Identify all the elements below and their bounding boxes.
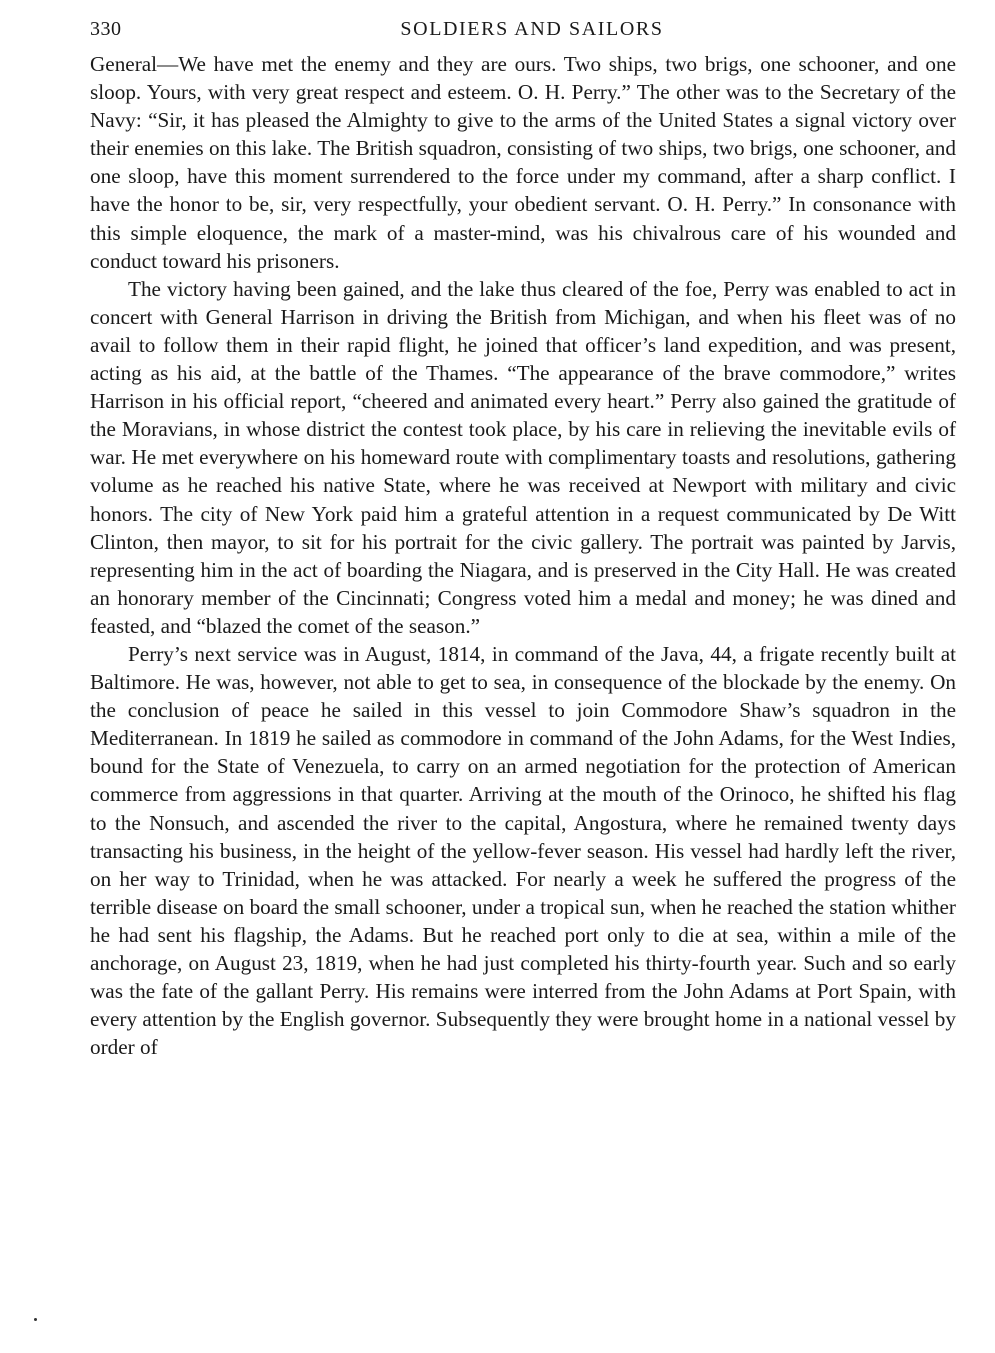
body-text xyxy=(90,50,956,1061)
paragraph-continuation: General—We have met the enemy and they are ours. Two ships, two brigs, one schooner, and one sloop. Yours, with very great respect and esteem. O. H. Perry.” The other was to the Secretary of the Navy: “Sir, it has pleased the Almighty to give to the arms of the United States a signal victory over their enemies on this lake. The British squadron, consisting of two ships, two brigs, one schooner, and one sloop, have this moment surrendered to the force under my command, after a sharp conflict. I have the honor to be, sir, very respectfully, your obedient servant. O. H. Perry.” In consonance with this simple eloquence, the mark of a master-mind, was his chivalrous care of his wounded and conduct toward his prisoners. xyxy=(90,52,956,273)
running-title: SOLDIERS AND SAILORS xyxy=(400,18,664,40)
paragraph-victory: The victory having been gained, and the lake thus cleared of the foe, Perry was enabled to act in concert with General Harrison in driving the British from Michigan, and when his fleet was of no avail to follow them in their rapid flight, he joined that officer’s land expedition, and was present, acting as his aid, at the battle of the Thames. “The appearance of the brave commodore,” writes Harrison in his official report, “cheered and animated every heart.” Perry also gained the gratitude of the Moravians, in whose district the contest took place, by his care in relieving the inevitable evils of war. He met everywhere on his homeward route with complimentary toasts and resolutions, gathering volume as he reached his native State, where he was received at Newport with military and civic honors. The city of New York paid him a grateful attention in a request communicated by De Witt Clinton, then mayor, to sit for his portrait for the civic gallery. The portrait was painted by Jarvis, representing him in the act of boarding the Niagara, and is preserved in the City Hall. He was created an honorary member of the Cincinnati; Congress voted him a medal and money; he was dined and feasted, and “blazed the comet of the season.” xyxy=(90,276,956,638)
stray-ink-mark xyxy=(34,1318,37,1321)
book-page xyxy=(90,14,956,1061)
paragraph-next-service: Perry’s next service was in August, 1814, in command of the Java, 44, a frigate recently built at Baltimore. He was, however, not able to get to sea, in consequence of the blockade by the enemy. On the conclusion of peace he sailed in this vessel to join Commodore Shaw’s squadron in the Mediterranean. In 1819 he sailed as commodore in command of the John Adams, for the West Indies, bound for the State of Venezuela, to carry on an armed negotiation for the protection of American commerce from aggressions in that quarter. Arriving at the mouth of the Orinoco, he shifted his flag to the Nonsuch, and ascended the river to the capital, Angostura, where he remained twenty days transacting his business, in the height of the yellow-fever season. His vessel had hardly left the river, on her way to Trinidad, when he was attacked. For nearly a week he suffered the progress of the terrible disease on board the small schooner, under a tropical sun, when he reached the station whither he had sent his flagship, the Adams. But he reached port only to die at sea, within a mile of the anchorage, on August 23, 1819, when he had just completed his thirty-fourth year. Such and so early was the fate of the gallant Perry. His remains were interred from the John Adams at Port Spain, with every attention by the English governor. Subsequently they were brought home in a national vessel by order of xyxy=(90,641,956,1060)
running-header xyxy=(90,14,956,48)
page-number: 330 xyxy=(90,18,122,40)
